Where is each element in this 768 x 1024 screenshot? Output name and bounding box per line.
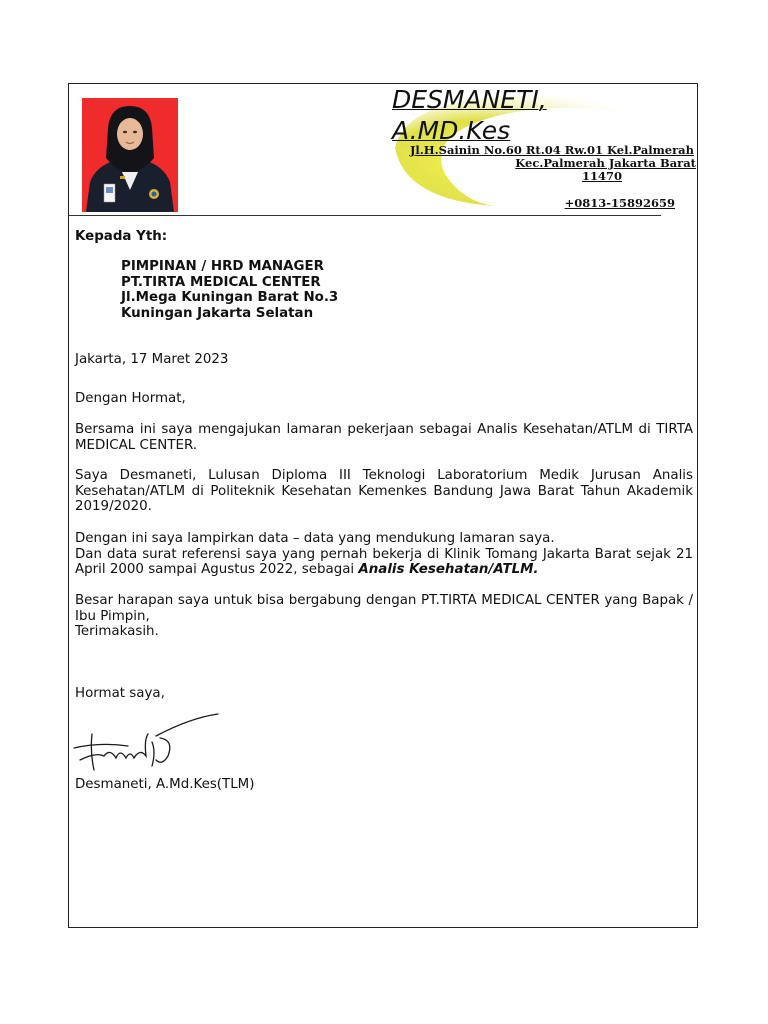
applicant-photo <box>82 98 178 212</box>
recipient-line-1: PIMPINAN / HRD MANAGER <box>121 259 324 274</box>
paragraph-application: Bersama ini saya mengajukan lamaran pekerjaan sebagai Analis Kesehatan/ATLM di TIRTA MEDICAL CENTER. <box>75 422 693 453</box>
recipient-line-3: Jl.Mega Kuningan Barat No.3 <box>121 290 339 305</box>
applicant-name-line1: DESMANETI, <box>392 85 547 114</box>
paragraph-attachments <box>75 531 693 578</box>
reference-line <box>75 547 693 578</box>
paragraph-education: Saya Desmaneti, Lulusan Diploma III Teknologi Laboratorium Medik Jurusan Analis Kesehatan/ATLM di Politeknik Kesehatan Kemenkes Bandung Jawa Barat Tahun Akademik 2019/2020. <box>75 468 693 515</box>
addressee-intro: Kepada Yth: <box>75 229 168 244</box>
address-line-1: Jl.H.Sainin No.60 Rt.04 Rw.01 Kel.Palmerah <box>409 143 694 157</box>
applicant-name <box>392 84 602 146</box>
signer-name: Desmaneti, A.Md.Kes(TLM) <box>75 777 255 792</box>
applicant-name-line2: A.MD.Kes <box>392 116 511 145</box>
attachments-line: Dengan ini saya lampirkan data – data yang mendukung lamaran saya. <box>75 531 555 546</box>
recipient-line-2: PT.TIRTA MEDICAL CENTER <box>121 275 321 290</box>
recipient-line-4: Kuningan Jakarta Selatan <box>121 306 314 321</box>
reference-text: Dan data surat referensi saya yang pernah bekerja di Klinik Tomang Jakarta Barat sejak 21 April 2000 sampai Agustus 2022, sebagai <box>75 546 693 578</box>
paragraph-hope <box>75 593 693 640</box>
greeting: Dengan Hormat, <box>75 391 186 406</box>
address-line-3: 11470 <box>581 169 622 183</box>
closing: Hormat saya, <box>75 686 165 701</box>
letter-date: Jakarta, 17 Maret 2023 <box>75 352 229 367</box>
thanks-text: Terimakasih. <box>75 624 159 640</box>
header-divider <box>69 215 661 216</box>
job-title-emphasis: Analis Kesehatan/ATLM. <box>358 562 539 578</box>
signature-image <box>70 712 222 776</box>
hope-text: Besar harapan saya untuk bisa bergabung dengan PT.TIRTA MEDICAL CENTER yang Bapak / Ibu Pimpin, <box>75 593 693 624</box>
phone-number: +0813-15892659 <box>564 196 675 210</box>
applicant-portrait-image <box>82 98 178 212</box>
address-line-2: Kec.Palmerah Jakarta Barat <box>515 156 696 170</box>
